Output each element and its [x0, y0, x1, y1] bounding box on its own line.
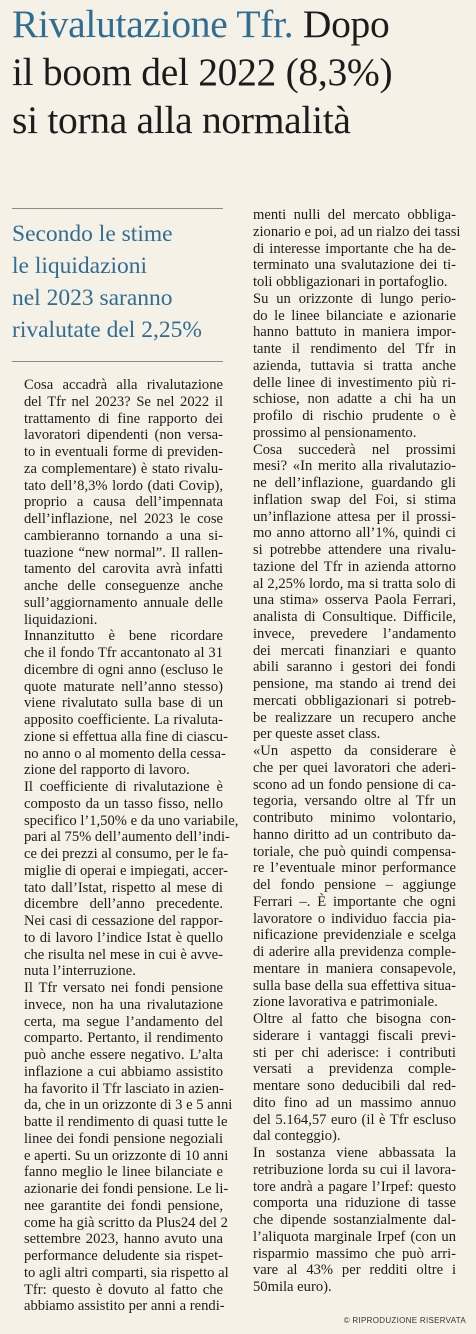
article-line: ha favorito il Tfr lasciato in azien-	[24, 1080, 224, 1097]
article-line: schiose, non adatte a chi ha un	[253, 391, 456, 408]
article-line: specifico l’1,50% e da uno variabile,	[24, 812, 239, 829]
article-line: lavoratore o individuo faccia pia-	[253, 910, 456, 927]
article-line: prossimo al pensionamento.	[253, 424, 417, 441]
article-line: ne dell’inflazione, guardando gli	[253, 475, 456, 491]
article-line: dicembre di ogni anno (escluso le	[24, 661, 223, 678]
article-line: hanno diritto ad un contributo da-	[253, 826, 456, 843]
article-line: settembre 2023, hanno avuto una	[24, 1231, 223, 1248]
copyright-notice: © RIPRODUZIONE RISERVATA	[343, 1316, 466, 1325]
article-line: mo anno attorno all’1%, quindi ci	[253, 525, 456, 542]
article-line: sulla base della sua effettiva situa-	[253, 977, 456, 994]
article-line: risparmio massimo che può arri-	[253, 1245, 456, 1262]
article-line: proprio a causa dell’impennata	[24, 494, 223, 511]
article-paragraph	[12, 779, 239, 980]
article-line: linee dei fondi pensione negoziali	[24, 1130, 223, 1147]
article-line: siderare i vantaggi fiscali previ-	[253, 1027, 456, 1044]
article-line: trattamento di fine rapporto dei	[24, 410, 223, 427]
article-line: di aderire alla previdenza comple-	[253, 944, 456, 960]
article-line: Ferrari –. È importante che ogni	[253, 893, 456, 910]
article-line: che il fondo Tfr accantonato al 31	[24, 645, 223, 661]
article-line: Il coefficiente di rivalutazione è	[24, 779, 223, 795]
article-line: composto da un tasso fisso, nello	[24, 795, 223, 812]
article-line: dicembre dell’anno precedente.	[24, 896, 223, 913]
headline-line-3: si torna alla normalità	[12, 98, 351, 142]
article-paragraph	[12, 377, 223, 628]
article-line: azienda, tuttavia si tratta anche	[253, 357, 456, 374]
article-line: re l’eventuale minor performance	[253, 860, 456, 877]
article-paragraph	[241, 1011, 456, 1145]
article-line: invece, prevedere l’andamento	[253, 625, 456, 642]
article-line: tuazione “new normal”. Il rallen-	[24, 544, 223, 561]
article-paragraph	[241, 442, 456, 744]
article-line: tato dall’Istat, rispetto al mese di	[24, 879, 223, 896]
article-line: miglie di operai e impiegati, accer-	[24, 862, 228, 879]
article-paragraph	[241, 207, 461, 291]
article-column-2	[241, 207, 461, 1296]
headline	[12, 0, 472, 144]
article-line: pensione, ma stando ai trend dei	[253, 676, 456, 692]
article-line: hanno battuto in maniera impor-	[253, 324, 456, 341]
article-line: da, che in un orizzonte di 3 e 5 anni	[24, 1097, 233, 1114]
article-line: del Tfr nel 2023? Se nel 2022 il	[24, 393, 223, 410]
article-line: za complementare) è stato rivalu-	[24, 460, 223, 477]
article-line: abili saranno i gestori dei fondi	[253, 659, 456, 676]
article-line: si potrebbe attendere una rivalu-	[253, 542, 456, 558]
article-line: liquidazioni.	[24, 611, 98, 628]
article-line: tato dell’8,3% lordo (dati Covip),	[24, 477, 223, 494]
summary-line: nel 2023 saranno	[12, 285, 173, 311]
article-line: contributo minimo volontario,	[253, 810, 456, 826]
article-line: be realizzare un recupero anche	[253, 709, 456, 726]
article-line: inflazione a cui abbiamo assistito	[24, 1063, 223, 1080]
article-line: menti nulli del mercato obbliga-	[253, 207, 456, 223]
article-line: analista di Consultique. Difficile,	[253, 609, 456, 625]
article-line: Il Tfr versato nei fondi pensione	[24, 980, 223, 996]
article-line: batte il rendimento di quasi tutte le	[24, 1114, 228, 1130]
article-line: invece, non ha una rivalutazione	[24, 996, 223, 1013]
article-line: pari al 75% dell’aumento dell’indi-	[24, 829, 230, 846]
article-line: 50mila euro).	[253, 1279, 332, 1295]
article-line: abbiamo assistito per anni a rendi-	[24, 1298, 225, 1315]
article-paragraph	[241, 291, 456, 442]
article-line: un’inflazione attesa per il prossi-	[253, 508, 456, 525]
article-line: una stima» osserva Paola Ferrari,	[253, 592, 456, 609]
article-line: al 2,25% lordo, ma si tratta solo di	[253, 575, 456, 592]
article-line: Innanzitutto è bene ricordare	[24, 628, 223, 645]
article-line: tegoria, versando oltre al Tfr un	[253, 793, 456, 810]
article-paragraph	[241, 743, 456, 1011]
article-line: Cosa succederà nel prossimi	[253, 441, 456, 458]
article-line: performance deludente sia rispet-	[24, 1248, 223, 1264]
article-line: del 5.164,57 euro (il è Tfr escluso	[253, 1111, 456, 1128]
article-line: toriale, che può quindi compensa-	[253, 843, 456, 860]
article-line: può anche essere negativo. L’alta	[24, 1047, 223, 1063]
article-line: mercati obbligazionari si potreb-	[253, 692, 456, 709]
article-line: zione del rapporto di lavoro.	[24, 762, 190, 779]
article-line: tante il rendimento del Tfr in	[253, 341, 456, 357]
article-column-1	[12, 377, 239, 1315]
article-line: sull’aggiornamento annuale delle	[24, 594, 223, 611]
article-line: dei mercati finanziari e quanto	[253, 642, 456, 659]
article-line: certa, ma segue l’andamento del	[24, 1013, 223, 1030]
article-paragraph	[241, 1145, 456, 1296]
article-line: mentare in maniera consapevole,	[253, 960, 456, 977]
article-line: inflation swap del Foi, si stima	[253, 491, 456, 508]
article-line: retribuzione lorda su cui il lavora-	[253, 1161, 456, 1178]
article-line: quote maturate nell’anno stesso)	[24, 678, 223, 695]
article-line: mesi? «In merito alla rivalutazio-	[253, 458, 456, 475]
article-line: azionarie dei fondi pensione. Le li-	[24, 1181, 229, 1197]
summary-bottom-rule	[12, 361, 223, 362]
article-line: no anno o al momento della cessa-	[24, 745, 226, 762]
article-line: nee garantite dei fondi pensione,	[24, 1197, 223, 1214]
article-line: che dipende sostanzialmente dal-	[253, 1212, 456, 1228]
summary-box	[12, 218, 227, 346]
article-line: profilo di rischio prudente o è	[253, 408, 456, 424]
article-line: to agli altri comparti, sia rispetto al	[24, 1264, 229, 1281]
article-line: dito fino ad un massimo annuo	[253, 1094, 456, 1111]
article-line: sti per chi aderisce: i contributi	[253, 1044, 456, 1061]
article-line: tore andrà a pagare l’Irpef: questo	[253, 1178, 456, 1195]
article-line: Su un orizzonte di lungo perio-	[253, 290, 456, 307]
article-line: Nei casi di cessazione del rappor-	[24, 913, 223, 929]
article-line: to di lavoro l’indice Istat è quello	[24, 929, 223, 946]
article-line: e aperti. Su un orizzonte di 10 anni	[24, 1147, 229, 1164]
article-line: do le linee bilanciate e azionarie	[253, 307, 456, 324]
article-line: del fondo pensione – aggiunge	[253, 877, 456, 893]
article-line: lavoratori dipendenti (non versa-	[24, 427, 223, 444]
article-line: zionario e poi, ad un rialzo dei tassi	[253, 223, 461, 240]
summary-line: le liquidazioni	[12, 253, 148, 279]
article-paragraph	[12, 628, 228, 779]
article-line: Tfr: questo è dovuto al fatto che	[24, 1281, 223, 1298]
article-line: viene rivalutato sulla base di un	[24, 695, 223, 712]
article-line: zione si effettua alla fine di ciascu-	[24, 728, 228, 745]
headline-kicker: Rivalutazione Tfr.	[12, 2, 294, 46]
article-line: comparto. Pertanto, il rendimento	[24, 1030, 223, 1047]
article-line: apposito coefficiente. La rivaluta-	[24, 712, 223, 728]
article-line: toli obbligazionari in portafoglio.	[253, 274, 448, 290]
article-line: che risulta nel mese in cui è avve-	[24, 946, 223, 963]
article-line: In sostanza viene abbassata la	[253, 1145, 456, 1161]
article-line: di interesse importante che ha de-	[253, 240, 456, 257]
article-line: versati a previdenza comple-	[253, 1061, 456, 1078]
article-line: l’aliquota marginale Irpef (con un	[253, 1228, 456, 1245]
article-line: scono ad un fondo pensione di ca-	[253, 776, 456, 793]
article-line: come ha già scritto da Plus24 del 2	[24, 1214, 228, 1231]
article-line: fanno meglio le linee bilanciate e	[24, 1164, 223, 1181]
summary-line: Secondo le stime	[12, 221, 173, 247]
article-line: delle linee di investimento più ri-	[253, 374, 456, 391]
article-line: che per quei lavoratori che aderi-	[253, 759, 456, 776]
article-line: Oltre al fatto che bisogna con-	[253, 1011, 456, 1027]
article-line: to in eventuali forme di previden-	[24, 444, 223, 460]
summary-top-rule	[12, 208, 223, 209]
article-line: dell’inflazione, nel 2023 le cose	[24, 511, 223, 527]
article-line: per queste asset class.	[253, 726, 381, 743]
article-line: tamento del carovita avrà infatti	[24, 561, 223, 578]
article-line: cambieranno tornando a una si-	[24, 527, 223, 544]
headline-line-2: il boom del 2022 (8,3%)	[12, 50, 393, 94]
article-paragraph	[12, 980, 233, 1315]
article-line: vare al 43% per redditi oltre i	[253, 1262, 456, 1279]
article-line: ce dei prezzi al consumo, per le fa-	[24, 846, 229, 862]
article-line: «Un aspetto da considerare è	[253, 743, 456, 759]
article-line: nificazione previdenziale e scelga	[253, 927, 456, 944]
article-line: mentare sono deducibili dal red-	[253, 1078, 456, 1094]
article-line: tazione del Tfr in azienda attorno	[253, 558, 456, 575]
summary-line: rivalutate del 2,25%	[12, 317, 202, 343]
article-line: comporta una riduzione di tasse	[253, 1195, 456, 1212]
article-line: dal conteggio).	[253, 1128, 341, 1145]
headline-line-1: Dopo	[302, 2, 390, 46]
article-line: zione lavorativa e patrimoniale.	[253, 994, 438, 1011]
article-line: anche delle conseguenze anche	[24, 578, 223, 594]
article-line: Cosa accadrà alla rivalutazione	[24, 377, 223, 393]
article-line: terminato una svalutazione dei ti-	[253, 257, 456, 274]
article-line: nuta l’interruzione.	[24, 963, 136, 980]
